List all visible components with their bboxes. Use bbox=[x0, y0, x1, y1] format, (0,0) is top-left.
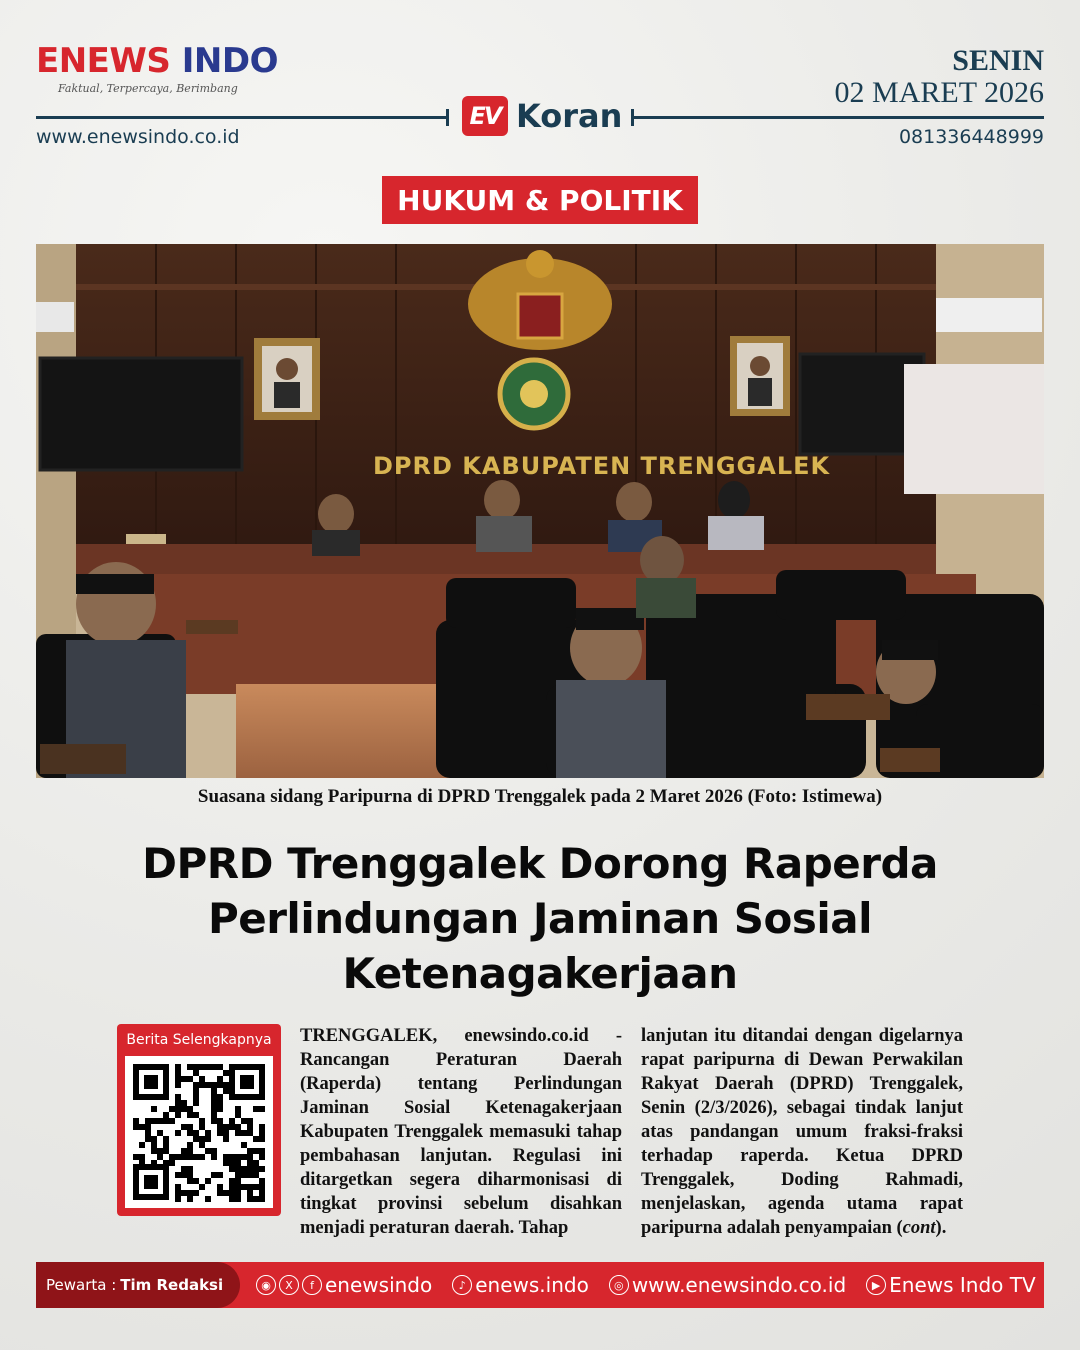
rule-end-left bbox=[446, 109, 449, 126]
qr-code-box[interactable] bbox=[117, 1024, 281, 1216]
header-rule-right bbox=[634, 116, 1044, 119]
article-column-1: TRENGGALEK, enewsindo.co.id - Rancangan Peraturan Daerah (Raperda) tentang Perlindungan Jaminan Sosial Ketenagakerjaan Kabupaten Trenggalek memasuki tahap pembahasan lanjutan. Regulasi ini ditargetkan segera diharmonisasi di tingkat provinsi sebelum disahkan menjadi peraturan daerah. Tahap bbox=[300, 1026, 622, 1238]
youtube-icon: ▶ bbox=[866, 1275, 886, 1295]
wall-sign-text: DPRD KABUPATEN TRENGGALEK bbox=[373, 452, 831, 480]
footer-website[interactable]: www.enewsindo.co.id bbox=[631, 1273, 847, 1297]
brand-tagline: Faktual, Terpercaya, Berimbang bbox=[58, 82, 238, 95]
rule-end-right bbox=[631, 109, 634, 126]
social-handle[interactable]: enewsindo bbox=[325, 1273, 433, 1297]
qr-label: Berita Selengkapnya bbox=[126, 1032, 272, 1048]
council-chamber-illustration bbox=[36, 244, 1044, 778]
day-label: SENIN bbox=[952, 44, 1044, 77]
website-group[interactable] bbox=[609, 1273, 846, 1297]
social-handle-group[interactable] bbox=[256, 1273, 432, 1297]
qr-code-icon[interactable] bbox=[125, 1056, 273, 1208]
instagram-icon: ◉ bbox=[256, 1275, 276, 1295]
reporter-credit bbox=[36, 1262, 240, 1308]
edition-label: Koran bbox=[516, 97, 623, 135]
footer-bar bbox=[36, 1262, 1044, 1308]
edition-badge bbox=[462, 96, 622, 136]
reporter-label: Pewarta : bbox=[46, 1276, 117, 1294]
header-rule-left bbox=[36, 116, 446, 119]
ev-logo-icon: EV bbox=[462, 96, 508, 136]
tiktok-handle[interactable]: enews.indo bbox=[475, 1273, 589, 1297]
x-icon: X bbox=[279, 1275, 299, 1295]
article-headline: DPRD Trenggalek Dorong Raperda Perlindungan Jaminan Sosial Ketenagakerjaan bbox=[142, 839, 938, 998]
continued-marker: cont bbox=[902, 1218, 936, 1238]
brand-name-part1: ENEWS bbox=[36, 41, 171, 81]
reporter-name: Tim Redaksi bbox=[120, 1276, 224, 1294]
date-label: 02 MARET 2026 bbox=[834, 76, 1044, 109]
article-column-2 bbox=[641, 1024, 963, 1240]
youtube-group[interactable] bbox=[866, 1273, 1036, 1297]
column-2-end: ). bbox=[935, 1218, 947, 1238]
brand-name-part2: INDO bbox=[181, 41, 278, 81]
brand-logo bbox=[36, 41, 278, 95]
globe-icon: ◎ bbox=[609, 1275, 629, 1295]
category-badge: HUKUM & POLITIK bbox=[382, 176, 698, 224]
column-2-text: lanjutan itu ditandai dengan digelarnya rapat paripurna di Dewan Perwakilan Rakyat Daerah (DPRD) Trenggalek, Senin (2/3/2026), sebagai tindak lanjut atas pandangan umum fraksi-fraksi terhadap raperda. Ketua DPRD Trenggalek, Doding Rahmadi, menjelaskan, agenda utama rapat paripurna adalah penyampaian ( bbox=[641, 1026, 963, 1238]
date-block bbox=[835, 46, 1044, 108]
tiktok-group[interactable] bbox=[452, 1273, 589, 1297]
news-photo bbox=[36, 244, 1044, 778]
phone-number: 081336448999 bbox=[898, 126, 1044, 148]
brand-name bbox=[36, 41, 278, 81]
website-link[interactable]: www.enewsindo.co.id bbox=[36, 126, 240, 148]
photo-caption: Suasana sidang Paripurna di DPRD Trenggalek pada 2 Maret 2026 (Foto: Istimewa) bbox=[197, 786, 883, 807]
facebook-icon: f bbox=[302, 1275, 322, 1295]
youtube-channel[interactable]: Enews Indo TV bbox=[889, 1273, 1036, 1297]
tiktok-icon: ♪ bbox=[452, 1275, 472, 1295]
qr-code-graphic bbox=[125, 1056, 273, 1208]
